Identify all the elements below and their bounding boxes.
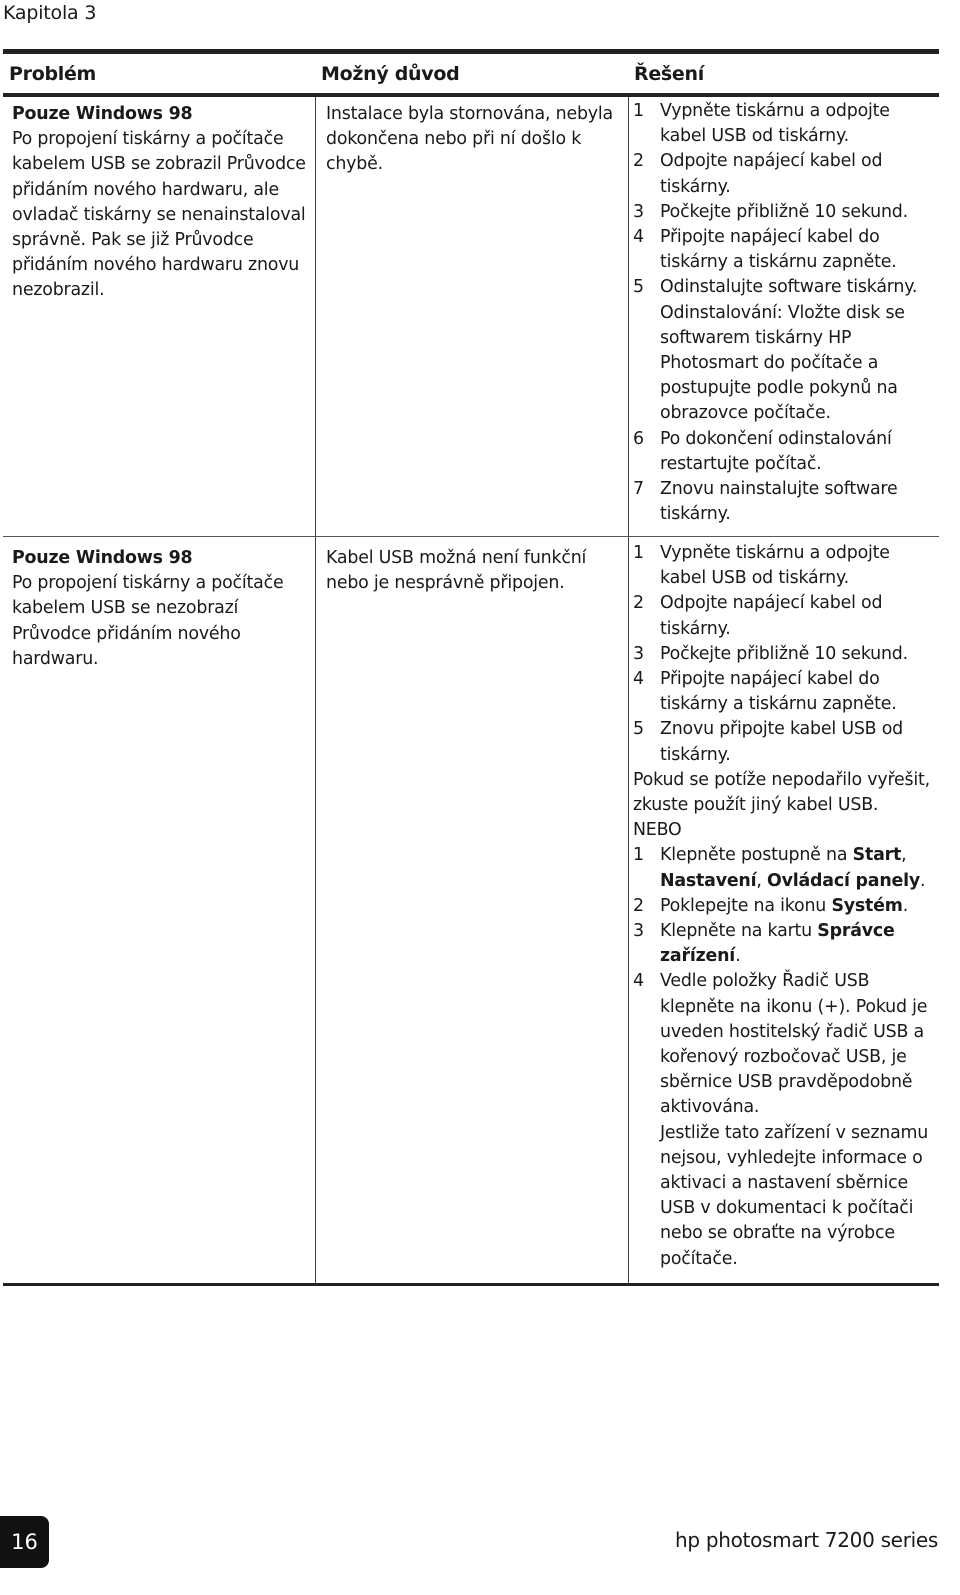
problem-cell bbox=[3, 97, 315, 536]
solution-step: 3 Počkejte přibližně 10 sekund. bbox=[633, 643, 908, 664]
solution-cell bbox=[628, 97, 939, 536]
uninstall-note: Odinstalování: Vložte disk se softwarem tiskárny HP Photosmart do počítače a postupujte podle pokynů na obrazovce počítače. bbox=[660, 302, 905, 424]
footer-product-name: hp photosmart 7200 series bbox=[675, 1528, 938, 1552]
problem-text: Po propojení tiskárny a počítače kabelem USB se zobrazil Průvodce přidáním nového hardwaru, ale ovladač tiskárny se nenainstaloval správně. Pak se již Průvodce přidáním nového hardwaru znovu nezobrazil. bbox=[12, 129, 306, 301]
solution-step: 7 Znovu nainstalujte software tiskárny. bbox=[633, 479, 898, 525]
solution-step: 2 Odpojte napájecí kabel od tiskárny. bbox=[633, 151, 883, 197]
header-solution: Řešení bbox=[634, 62, 704, 85]
cause-cell bbox=[315, 97, 628, 536]
solution-step: 4 Vedle položky Řadič USB klepněte na ikonu (+). Pokud je uveden hostitelský řadič USB a kořenový rozbočovač USB, je sběrnice USB pravděpodobně aktivována. bbox=[633, 971, 928, 1118]
solution-step: 2 Poklepejte na ikonu Systém. bbox=[633, 895, 909, 916]
solution-text: Pokud se potíže nepodařilo vyřešit, zkuste použít jiný kabel USB. bbox=[633, 769, 930, 816]
solution-step: 5 Znovu připojte kabel USB od tiskárny. bbox=[633, 719, 904, 765]
solution-step: 2 Odpojte napájecí kabel od tiskárny. bbox=[633, 593, 883, 639]
solution-step: 3 Klepněte na kartu Správce zařízení. bbox=[633, 921, 895, 967]
solution-step: 4 Připojte napájecí kabel do tiskárny a tiskárnu zapněte. bbox=[633, 227, 897, 273]
chapter-label: Kapitola 3 bbox=[3, 2, 97, 24]
cause-cell bbox=[315, 537, 628, 1283]
page-number: 16 bbox=[0, 1516, 49, 1568]
solution-step: 4 Připojte napájecí kabel do tiskárny a tiskárnu zapněte. bbox=[633, 669, 897, 715]
header-problem: Problém bbox=[9, 62, 97, 85]
solution-step: 1 Vypněte tiskárnu a odpojte kabel USB od tiskárny. bbox=[633, 543, 890, 589]
header-cause: Možný důvod bbox=[321, 62, 460, 85]
table-row bbox=[3, 536, 939, 1283]
troubleshooting-table bbox=[3, 49, 939, 1286]
solution-step: 5 Odinstalujte software tiskárny. bbox=[633, 277, 918, 298]
solution-or: NEBO bbox=[633, 820, 682, 841]
problem-title: Pouze Windows 98 bbox=[12, 548, 193, 568]
solution-cell bbox=[628, 537, 939, 1283]
problem-title: Pouze Windows 98 bbox=[12, 104, 193, 124]
table-header bbox=[3, 54, 939, 97]
solution-step: 1 Klepněte postupně na Start, Nastavení, Ovládací panely. bbox=[633, 845, 926, 891]
solution-step: 3 Počkejte přibližně 10 sekund. bbox=[633, 201, 908, 222]
solution-step: 6 Po dokončení odinstalování restartujte počítač. bbox=[633, 428, 892, 474]
problem-text: Po propojení tiskárny a počítače kabelem USB se nezobrazí Průvodce přidáním nového hardwaru. bbox=[12, 573, 284, 669]
cause-text: Instalace byla stornována, nebyla dokončena nebo při ní došlo k chybě. bbox=[326, 104, 613, 175]
problem-cell bbox=[3, 537, 315, 1283]
usb-note: Jestliže tato zařízení v seznamu nejsou, vyhledejte informace o aktivaci a nastavení sběrnice USB v dokumentaci k počítači nebo se obraťte na výrobce počítače. bbox=[660, 1122, 929, 1269]
table-row bbox=[3, 97, 939, 536]
solution-step: 1 Vypněte tiskárnu a odpojte kabel USB od tiskárny. bbox=[633, 101, 890, 147]
cause-text: Kabel USB možná není funkční nebo je nesprávně připojen. bbox=[326, 548, 587, 594]
